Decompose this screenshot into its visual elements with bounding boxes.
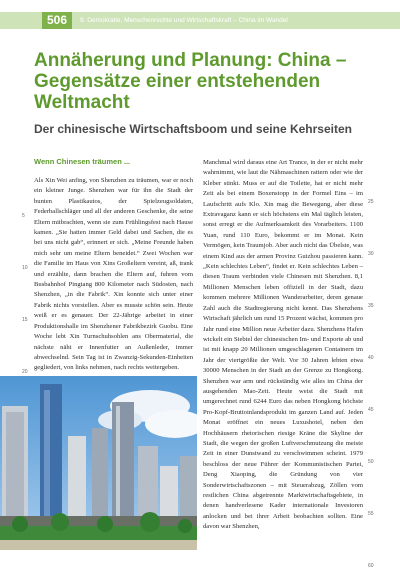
running-head: 9. Demokratie, Menschenrechte und Wirtschaftskraft – China im Wandel [80, 17, 288, 24]
left-column [34, 176, 193, 384]
article-subtitle: Der chinesische Wirtschaftsboom und seine Kehrseiten [34, 122, 352, 136]
right-column [203, 158, 363, 543]
page-number: 506 [42, 12, 72, 29]
line-number: 35 [368, 303, 374, 309]
line-number: 15 [22, 317, 28, 323]
line-number: 50 [368, 459, 374, 465]
section-heading: Wenn Chinesen träumen ... [34, 157, 131, 166]
line-number: 5 [22, 213, 25, 219]
line-number: 45 [368, 407, 374, 413]
line-number: 60 [368, 563, 374, 569]
line-number: 55 [368, 511, 374, 517]
paragraph: Manchmal wird daraus eine Art Trance, in der er nicht mehr wahrnimmt, wie laut die Nähmaschinen rattern oder wie der Kleber stinkt. Muss er auf die Toilette, hat er nicht mehr Zeit als bei einem Boxenstopp in der Formel Eins – im Laufschritt aufs Klo. Xin mag die Bewegung, aber diese Extravaganz kann er sich höchstens ein Mal täglich leisten, sonst erregt er die Aufmerksamkeit des Vorarbeiters. 1100 Yuan, rund 110 Euro, bekommt er im Monat. Kein Vermögen, kein Traumjob. Aber auch nicht das Übelste, was einem Kind aus der armen Provinz Guizhou passieren kann. „Kein schlechtes Leben“, findet er. Kein schlechtes Leben – diesen Traum verbinden viele Chinesen mit Shenzhen. 8,1 Millionen Menschen leben offiziell in der Stadt, dazu kommen mehrere Millionen Wanderarbeiter, deren genaue Zahl auch die Stadtregierung nicht kennt. Das Shenzhens Wirtschaft jährlich um rund 15 Prozent wächst, kommen pro Jahr rund eine Million neue Arbeiter dazu. Shenzhens Hafen wickelt ein Siebtel der chinesischen Im- und Exporte ab und ist mit knapp 20 Millionen umgeschlagenen Containern im Jahr der viertgrößte der Welt. Vor 30 Jahren lebten etwa 30000 Menschen in der Stadt an der Grenze zu Hongkong. Shenzhen war arm und rückständig wie alles im China der ausgehenden Mao-Zeit. Heute weist die Stadt mit umgerechnet rund 6244 Euro das neben Hongkong höchste Pro-Kopf-Bruttoinlandsprodukt im ganzen Land auf. Jeden Monat eröffnet ein neues Luxushotel, neben den Hochhäusern rhetorischen riesige Kräne die Skyline der Stadt, die wegen der großen Luftverschmutzung die meiste Zeit in einer Dunstwand zu verschwimmen scheint. 1979 beschloss der neue Führer der Kommunistischen Partei, Deng Xiaoping, die Gründung von vier Sonderwirtschaftszonen – mit Steuerabzug, Zöllen vom restlichen China abgetrennte Marktwirtschaftsgebiete, in denen handverlesene Kader internationale Investoren anlocken und bei ihrer Arbeit beobachten sollten. Eine davon war Shenzhen, [203, 159, 363, 531]
line-number: 30 [368, 251, 374, 257]
line-number: 40 [368, 355, 374, 361]
line-number: 25 [368, 199, 374, 205]
article-title: Annäherung und Planung: China – Gegensätze einer entstehenden Weltmacht [34, 50, 347, 113]
paragraph: Als Xin Wei anfing, von Shenzhen zu träumen, war er noch ein kleiner Junge. Shenzhen war für ihn die Stadt der bunten Plastikautos, der Spielzeugsoldaten, Federballschläger und all der anderen Geschenke, die seine Eltern mitbrachten, wenn sie zum Frühlingsfest nach Hause kamen. „Sie hatten immer Geld dabei und Sachen, die es bei uns nicht gab“, erinnert er sich. „Meine Freunde haben mich sehr um meine Eltern beneidet.“ Zwei Wochen war die Familie im Haus von Xins Großeltern vereint, aß, trank und erzählte, dann brachen die Eltern auf, fuhren vom Busbahnhof Pingtang 800 Kilometer nach Südosten, nach Shenzhen, „in die Fabrik“. Xin konnte sich unter einer Fabrik nichts vorstellen. Aber es musste schön sein. Heute weiß er es genauer. Der 22-Jährige arbeitet in einer Produktionshalle im Shenzhener Fabrikbezirk Guobu. Eine Woche lebt Xin Turnschuhsohlen ans Obermaterial, die nächste näht er Innenfutter an Außenleder, immer abwechselnd. Sein Tag ist in Zwanzig-Sekunden-Einheiten gegliedert, von links nehmen, nach rechts weitergeben. [34, 177, 193, 372]
line-number: 10 [22, 265, 28, 271]
shenzhen-skyline-photo [0, 376, 197, 550]
line-number: 20 [22, 369, 28, 375]
